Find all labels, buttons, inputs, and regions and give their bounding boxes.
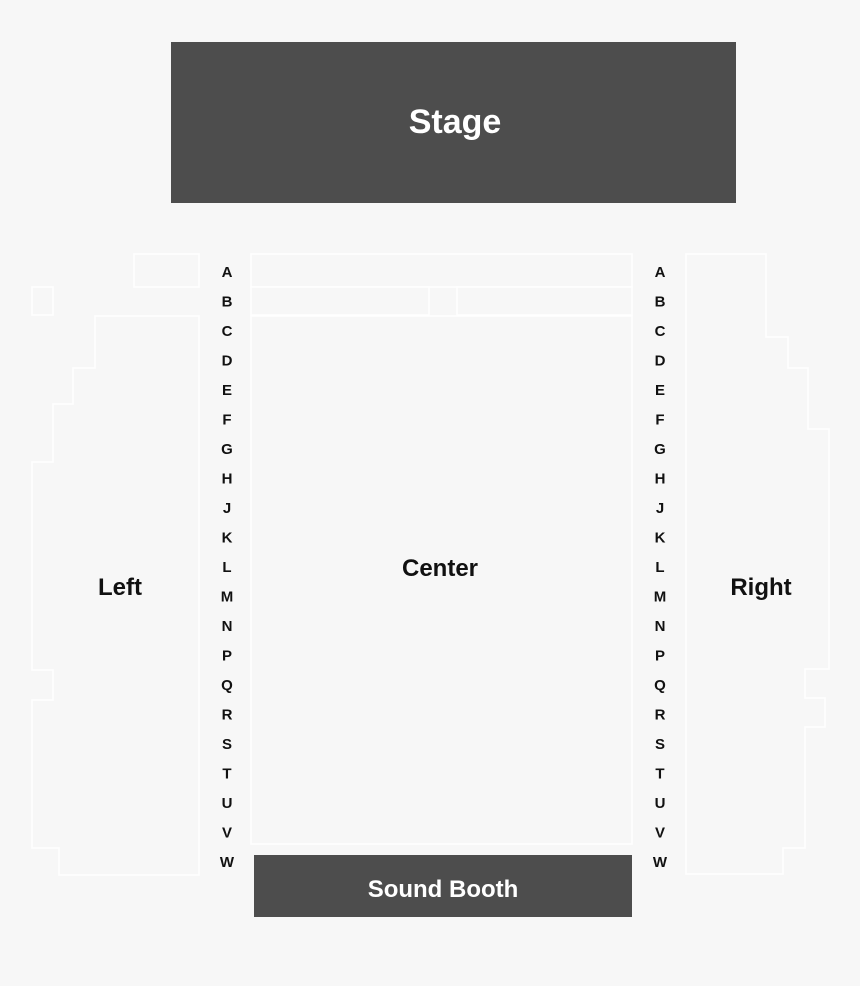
row-letters-left — [220, 264, 235, 871]
left-section-label: Left — [98, 574, 142, 601]
row-letter-left-d: D — [221, 352, 233, 370]
row-letter-right-v: V — [654, 824, 666, 842]
row-letter-right-j: J — [655, 500, 665, 517]
sound-booth-label: Sound Booth — [367, 876, 519, 903]
row-letter-right-a: A — [654, 264, 666, 281]
row-letter-right-q: Q — [654, 677, 666, 694]
row-letter-left-h: H — [221, 470, 233, 488]
row-letter-left-w: W — [219, 854, 235, 871]
center-section-row-a[interactable] — [251, 254, 632, 287]
row-letter-left-r: R — [221, 706, 233, 724]
row-letter-left-a: A — [221, 264, 233, 281]
row-letters-right — [653, 264, 668, 871]
right-section[interactable] — [686, 254, 829, 874]
row-letter-right-p: P — [654, 647, 666, 665]
row-letter-left-u: U — [221, 795, 233, 812]
row-letter-right-s: S — [654, 736, 666, 753]
row-letter-left-l: L — [222, 559, 232, 576]
row-letter-left-t: T — [222, 765, 232, 783]
row-letter-right-k: K — [654, 529, 666, 547]
row-letter-left-f: F — [222, 411, 232, 429]
row-letter-left-k: K — [221, 529, 233, 547]
row-letter-left-p: P — [221, 647, 233, 665]
row-letter-right-e: E — [654, 382, 666, 399]
row-letter-left-c: C — [221, 323, 233, 340]
stage-label: Stage — [408, 103, 502, 141]
row-letter-right-u: U — [654, 795, 666, 812]
row-letter-left-s: S — [221, 736, 233, 753]
row-letter-right-m: M — [653, 588, 667, 606]
row-letter-right-b: B — [654, 293, 666, 311]
center-section-row-b-left[interactable] — [251, 287, 429, 315]
row-letter-right-d: D — [654, 352, 666, 370]
row-letter-right-f: F — [655, 411, 665, 429]
row-letter-left-m: M — [220, 588, 234, 606]
row-letter-left-n: N — [221, 618, 233, 635]
row-letter-left-v: V — [221, 824, 233, 842]
row-letter-right-n: N — [654, 618, 666, 635]
left-section-row-b[interactable] — [32, 287, 53, 315]
center-section-label: Center — [401, 555, 479, 582]
row-letter-left-g: G — [221, 441, 233, 458]
row-letter-right-c: C — [654, 323, 666, 340]
row-letter-left-b: B — [221, 293, 233, 311]
row-letter-right-g: G — [654, 441, 666, 458]
row-letter-right-t: T — [655, 765, 665, 783]
center-section-row-b-right[interactable] — [457, 287, 632, 315]
row-letter-left-q: Q — [221, 677, 233, 694]
right-section-label: Right — [730, 574, 792, 601]
row-letter-right-h: H — [654, 470, 666, 488]
row-letter-right-w: W — [652, 854, 668, 871]
row-letter-right-r: R — [654, 706, 666, 724]
row-letter-left-j: J — [222, 500, 232, 517]
left-section-row-a[interactable] — [134, 254, 199, 287]
row-letter-right-l: L — [655, 559, 665, 576]
row-letter-left-e: E — [221, 382, 233, 399]
